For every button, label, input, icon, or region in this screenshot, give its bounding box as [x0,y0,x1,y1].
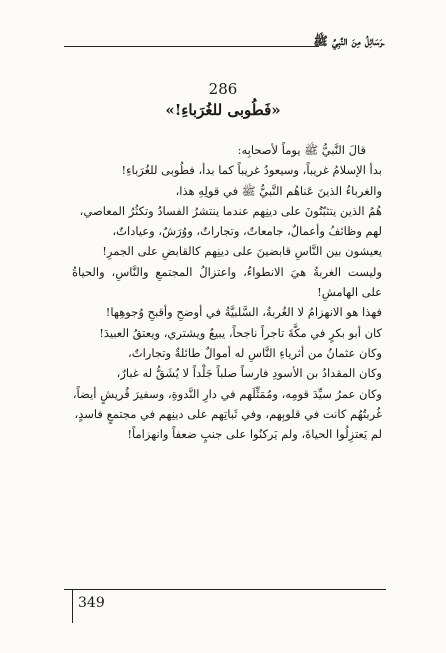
paragraph: وليست الغربةُ هيَ الانطواءُ، واعتزالُ المجتمعِ والنَّاسِ، والحياةُ على الهامشِ! [72,264,382,300]
paragraph: غُربتُهُم كانت في قلوبِهم، وفي ثَباتِهم على دينِهم في مجتمعٍ فاسدٍ، [74,406,382,421]
paragraph: كان أبو بكرٍ في مكَّةَ تاجراً ناجحاً، يبيعُ ويشتري، ويعتقُ العبيدَ! [99,325,382,340]
paragraph: فهذا هو الانهزامُ لا الغُربةُ، السَّلبيَّةُ في أوضحِ وأقبحِ وُجوهِها! [105,305,382,320]
paragraph: بدأ الإسلامُ غريباً، وسيعودُ غريباً كما بدأ، فطُوبى للغُرَباءِ! [121,163,382,178]
body-text [72,140,382,444]
paragraph: هُمُ الذين يتثبّتُونَ على دينِهم عندما ينتشرُ الفسادُ وتكثُرُ المعاصي، [79,203,382,218]
paragraph: والغرباءُ الذينَ عَناهُم النَّبيُّ ﷺ في قولِهِ هذا، [175,183,382,198]
paragraph: وكان عثمانُ من أثرياءِ النَّاسِ له أموالٌ طائلةٌ وتجاراتٌ، [128,345,382,360]
paragraph: قالَ النَّبيُّ ﷺ يوماً لأصحابِه: [237,143,366,157]
paragraph: وكان عمرُ سيِّدَ قومِه، ومُمَثِّلَهم في دارِ النَّدوةِ، وسفيرَ قُريشٍ أيضاً، [72,386,382,401]
header-rule [64,46,319,47]
running-header: ـرَسَائِلُ مِنَ النَّبِيِّ ﷺ [313,34,384,48]
paragraph: وكان المقدادُ بن الأسودِ فارساً صلباً جَلْداً لا يُشَقُّ له غبارٌ، [116,366,382,381]
chapter-title: «فَطُوبى للغُرَباءِ!» [165,101,281,119]
footer-divider [72,589,73,623]
chapter-number: 286 [208,80,238,98]
paragraph: لهم وظائفُ وأعمالٌ، جامعاتٌ، وتجاراتٌ، ووُرَشٌ، وعياداتٌ، [112,224,382,239]
page-number: 349 [78,595,105,611]
paragraph: يعيشون بين النَّاسِ قابضينَ على دينِهم كالقابضِ على الجمرِ! [102,244,382,259]
paragraph: لم يَعتزِلُوا الحياةَ، ولم يَركنُوا على جنبٍ ضعفاً وانهزاماً! [127,427,382,442]
footer-rule [64,589,386,590]
